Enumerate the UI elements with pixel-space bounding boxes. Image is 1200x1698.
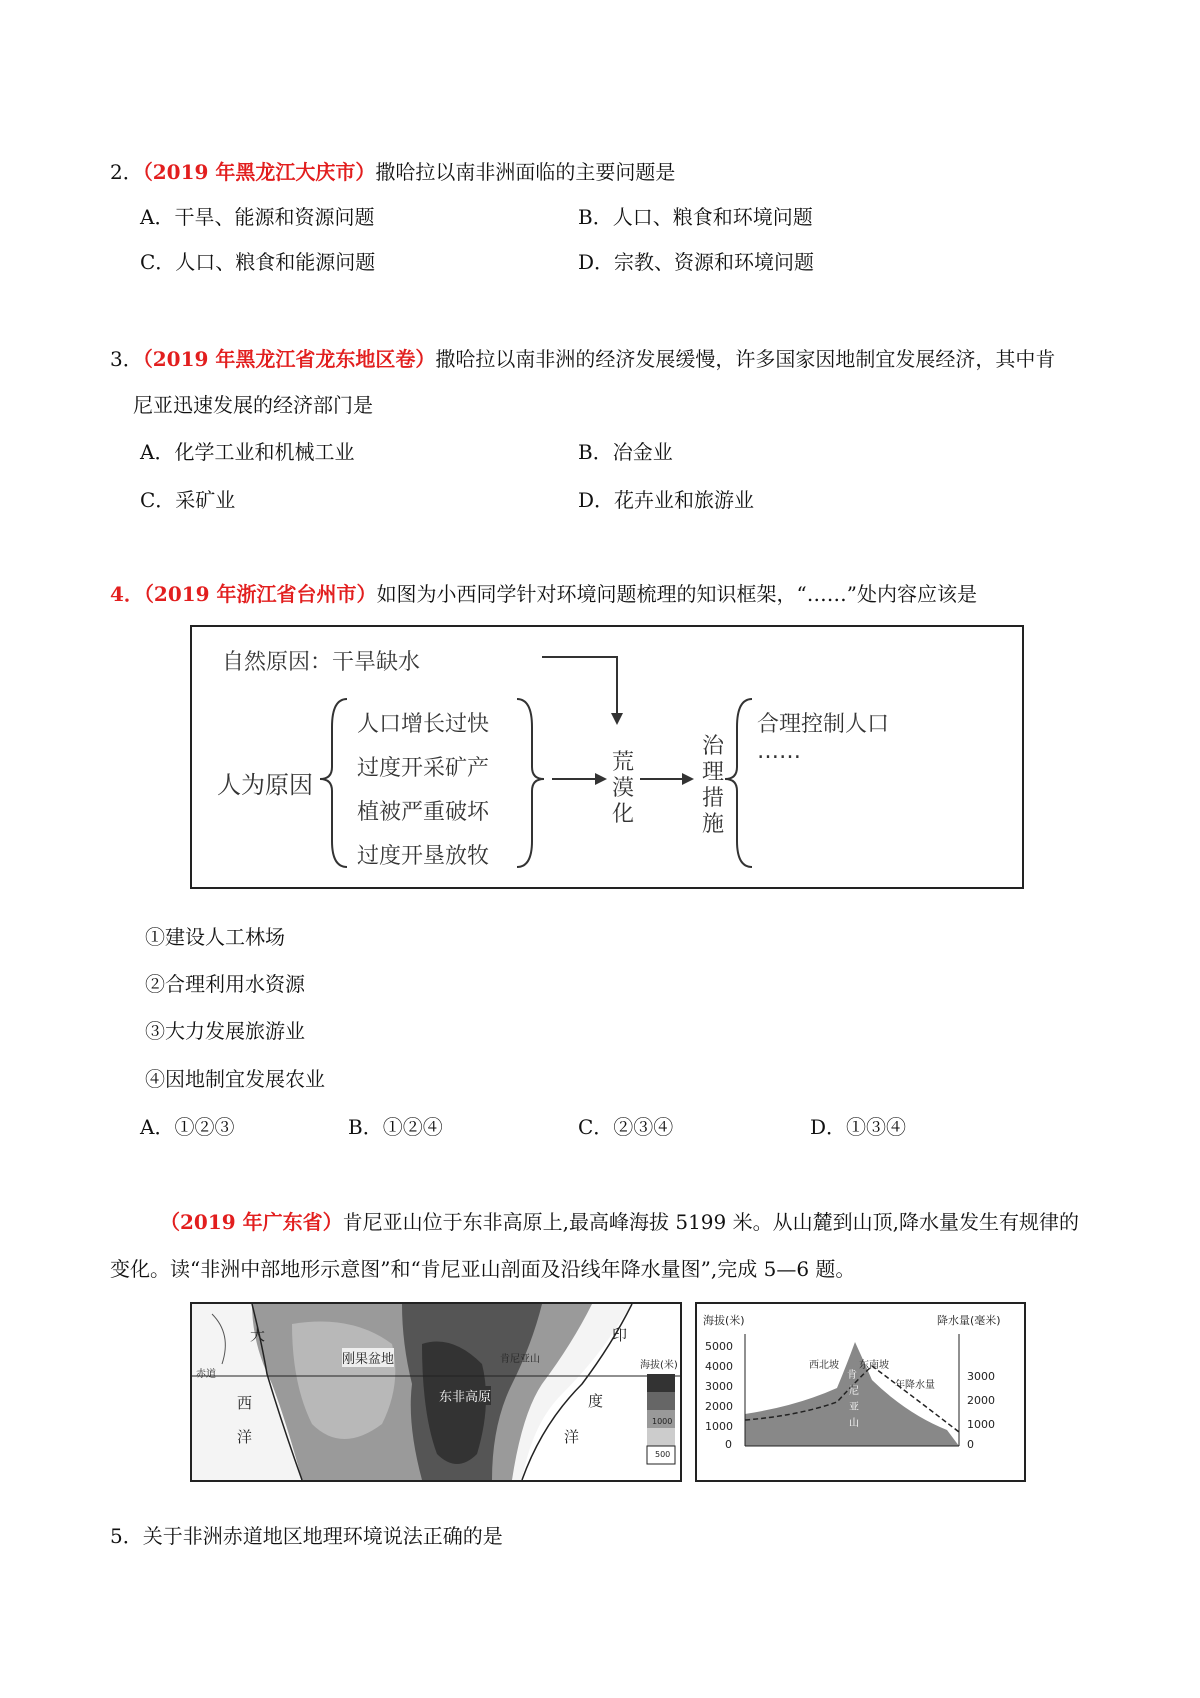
map-label: 西 bbox=[237, 1394, 253, 1412]
q5-stem bbox=[110, 1522, 503, 1550]
q2-source: （2019 年黑龙江大庆市） bbox=[142, 160, 376, 184]
left-tick: 0 bbox=[725, 1438, 732, 1451]
terrain-shading bbox=[192, 1304, 680, 1480]
measures-char: 施 bbox=[702, 812, 725, 837]
right-tick: 1000 bbox=[967, 1418, 995, 1431]
q56-text-1: 肯尼亚山位于东非高原上,最高峰海拔 5199 米。从山麓到山顶,降水量发生有规律的 bbox=[342, 1210, 1079, 1234]
profile-graphics bbox=[697, 1304, 1024, 1480]
natural-arrow-line bbox=[542, 657, 617, 715]
profile-label: 西北坡 bbox=[809, 1360, 839, 1371]
right-tick: 3000 bbox=[967, 1370, 995, 1383]
legend-value: 500 bbox=[655, 1450, 671, 1459]
q3-stem-line2: 尼亚迅速发展的经济部门是 bbox=[133, 393, 373, 417]
human-cause-item: 植被严重破坏 bbox=[357, 800, 490, 825]
profile-label: 山 bbox=[849, 1418, 859, 1429]
map-label: 大 bbox=[250, 1326, 266, 1344]
kenya-profile-chart bbox=[695, 1302, 1026, 1482]
q4-statement: ④因地制宜发展农业 bbox=[145, 1067, 325, 1091]
result-char: 漠 bbox=[612, 776, 635, 801]
q4-option-c[interactable]: C．②③④ bbox=[578, 1115, 674, 1139]
q4-source: （2019 年浙江省台州市） bbox=[143, 582, 377, 606]
framework-lines bbox=[192, 627, 1022, 887]
brace-left-human bbox=[320, 699, 347, 867]
q5-text: 关于非洲赤道地区地理环境说法正确的是 bbox=[142, 1524, 503, 1548]
result-char: 荒 bbox=[612, 750, 635, 775]
q56-intro-line1 bbox=[160, 1208, 1079, 1236]
q2-option-b[interactable]: B．人口、粮食和环境问题 bbox=[578, 205, 813, 229]
left-tick: 4000 bbox=[705, 1360, 733, 1373]
profile-label: 年降水量 bbox=[895, 1380, 935, 1391]
q3-source: （2019 年黑龙江省龙东地区卷） bbox=[142, 347, 436, 371]
result-char: 化 bbox=[612, 802, 635, 827]
map-label: 刚果盆地 bbox=[342, 1348, 394, 1367]
left-axis-title: 海拔(米) bbox=[703, 1314, 745, 1327]
right-tick: 0 bbox=[967, 1438, 974, 1451]
map-label: 洋 bbox=[237, 1428, 253, 1446]
q56-source: （2019 年广东省） bbox=[160, 1210, 343, 1234]
measures-char: 措 bbox=[702, 786, 725, 811]
legend-value: 1000 bbox=[652, 1417, 673, 1426]
brace-right-human bbox=[517, 699, 544, 867]
q4-stem bbox=[110, 580, 977, 608]
legend-title: 海拔(米) bbox=[640, 1360, 678, 1371]
right-axis-title: 降水量(毫米) bbox=[937, 1314, 1001, 1327]
map-label: 度 bbox=[588, 1392, 604, 1410]
right-tick: 2000 bbox=[967, 1394, 995, 1407]
q2-text: 撒哈拉以南非洲面临的主要问题是 bbox=[375, 160, 676, 184]
q3-text-1: 撒哈拉以南非洲的经济发展缓慢，许多国家因地制宜发展经济，其中肯 bbox=[435, 347, 1056, 371]
q3-option-b[interactable]: B．冶金业 bbox=[578, 440, 673, 464]
map-label: 东非高原 bbox=[439, 1386, 491, 1405]
measures-char: 治 bbox=[702, 734, 725, 759]
q56-intro-line2: 变化。读“非洲中部地形示意图”和“肯尼亚山剖面及沿线年降水量图”,完成 5—6 题。 bbox=[110, 1257, 856, 1281]
q4-number: 4． bbox=[110, 582, 144, 606]
profile-label: 肯 bbox=[847, 1370, 857, 1381]
q3-stem-line1 bbox=[110, 345, 1055, 373]
q3-option-d[interactable]: D．花卉业和旅游业 bbox=[578, 488, 755, 512]
q5-number: 5． bbox=[110, 1524, 143, 1548]
natural-cause-text: 自然原因：干旱缺水 bbox=[222, 650, 421, 675]
map-label: 赤道 bbox=[196, 1369, 216, 1380]
q3-option-a[interactable]: A．化学工业和机械工业 bbox=[140, 440, 355, 464]
q4-option-a[interactable]: A．①②③ bbox=[140, 1115, 235, 1139]
human-cause-item: 过度开垦放牧 bbox=[357, 844, 490, 869]
left-tick: 3000 bbox=[705, 1380, 733, 1393]
q4-statement: ①建设人工林场 bbox=[145, 925, 285, 949]
q2-option-c[interactable]: C．人口、粮食和能源问题 bbox=[140, 250, 376, 274]
q4-text: 如图为小西同学针对环境问题梳理的知识框架，“……”处内容应该是 bbox=[376, 582, 978, 606]
measures-char: 理 bbox=[702, 760, 725, 785]
q2-option-d[interactable]: D．宗教、资源和环境问题 bbox=[578, 250, 815, 274]
left-tick: 5000 bbox=[705, 1340, 733, 1353]
map-label: 洋 bbox=[564, 1428, 580, 1446]
profile-label: 东南坡 bbox=[859, 1360, 889, 1371]
map-label: 印 bbox=[612, 1326, 628, 1344]
measure-item: …… bbox=[757, 739, 801, 764]
human-cause-item: 人口增长过快 bbox=[357, 712, 490, 737]
q2-option-a[interactable]: A．干旱、能源和资源问题 bbox=[140, 205, 375, 229]
profile-label: 亚 bbox=[849, 1402, 859, 1413]
africa-terrain-map bbox=[190, 1302, 682, 1482]
q4-option-d[interactable]: D．①③④ bbox=[810, 1115, 907, 1139]
arrow-head-icon bbox=[595, 773, 607, 785]
q3-option-c[interactable]: C．采矿业 bbox=[140, 488, 236, 512]
map-label: 肯尼亚山 bbox=[500, 1354, 540, 1365]
left-tick: 2000 bbox=[705, 1400, 733, 1413]
measure-item: 合理控制人口 bbox=[757, 712, 890, 737]
q4-statement: ③大力发展旅游业 bbox=[145, 1019, 305, 1043]
left-tick: 1000 bbox=[705, 1420, 733, 1433]
profile-label: 尼 bbox=[849, 1386, 859, 1397]
brace-measures bbox=[725, 699, 752, 867]
q2-number: 2． bbox=[110, 160, 143, 184]
human-cause-item: 过度开采矿产 bbox=[357, 756, 490, 781]
q4-option-b[interactable]: B．①②④ bbox=[348, 1115, 443, 1139]
human-cause-text: 人为原因 bbox=[217, 771, 313, 799]
q4-framework-figure bbox=[190, 625, 1024, 889]
arrow-head-icon bbox=[682, 773, 694, 785]
q4-statement: ②合理利用水资源 bbox=[145, 972, 305, 996]
q3-number: 3． bbox=[110, 347, 143, 371]
arrow-head-icon bbox=[611, 713, 623, 725]
q2-stem bbox=[110, 158, 675, 186]
